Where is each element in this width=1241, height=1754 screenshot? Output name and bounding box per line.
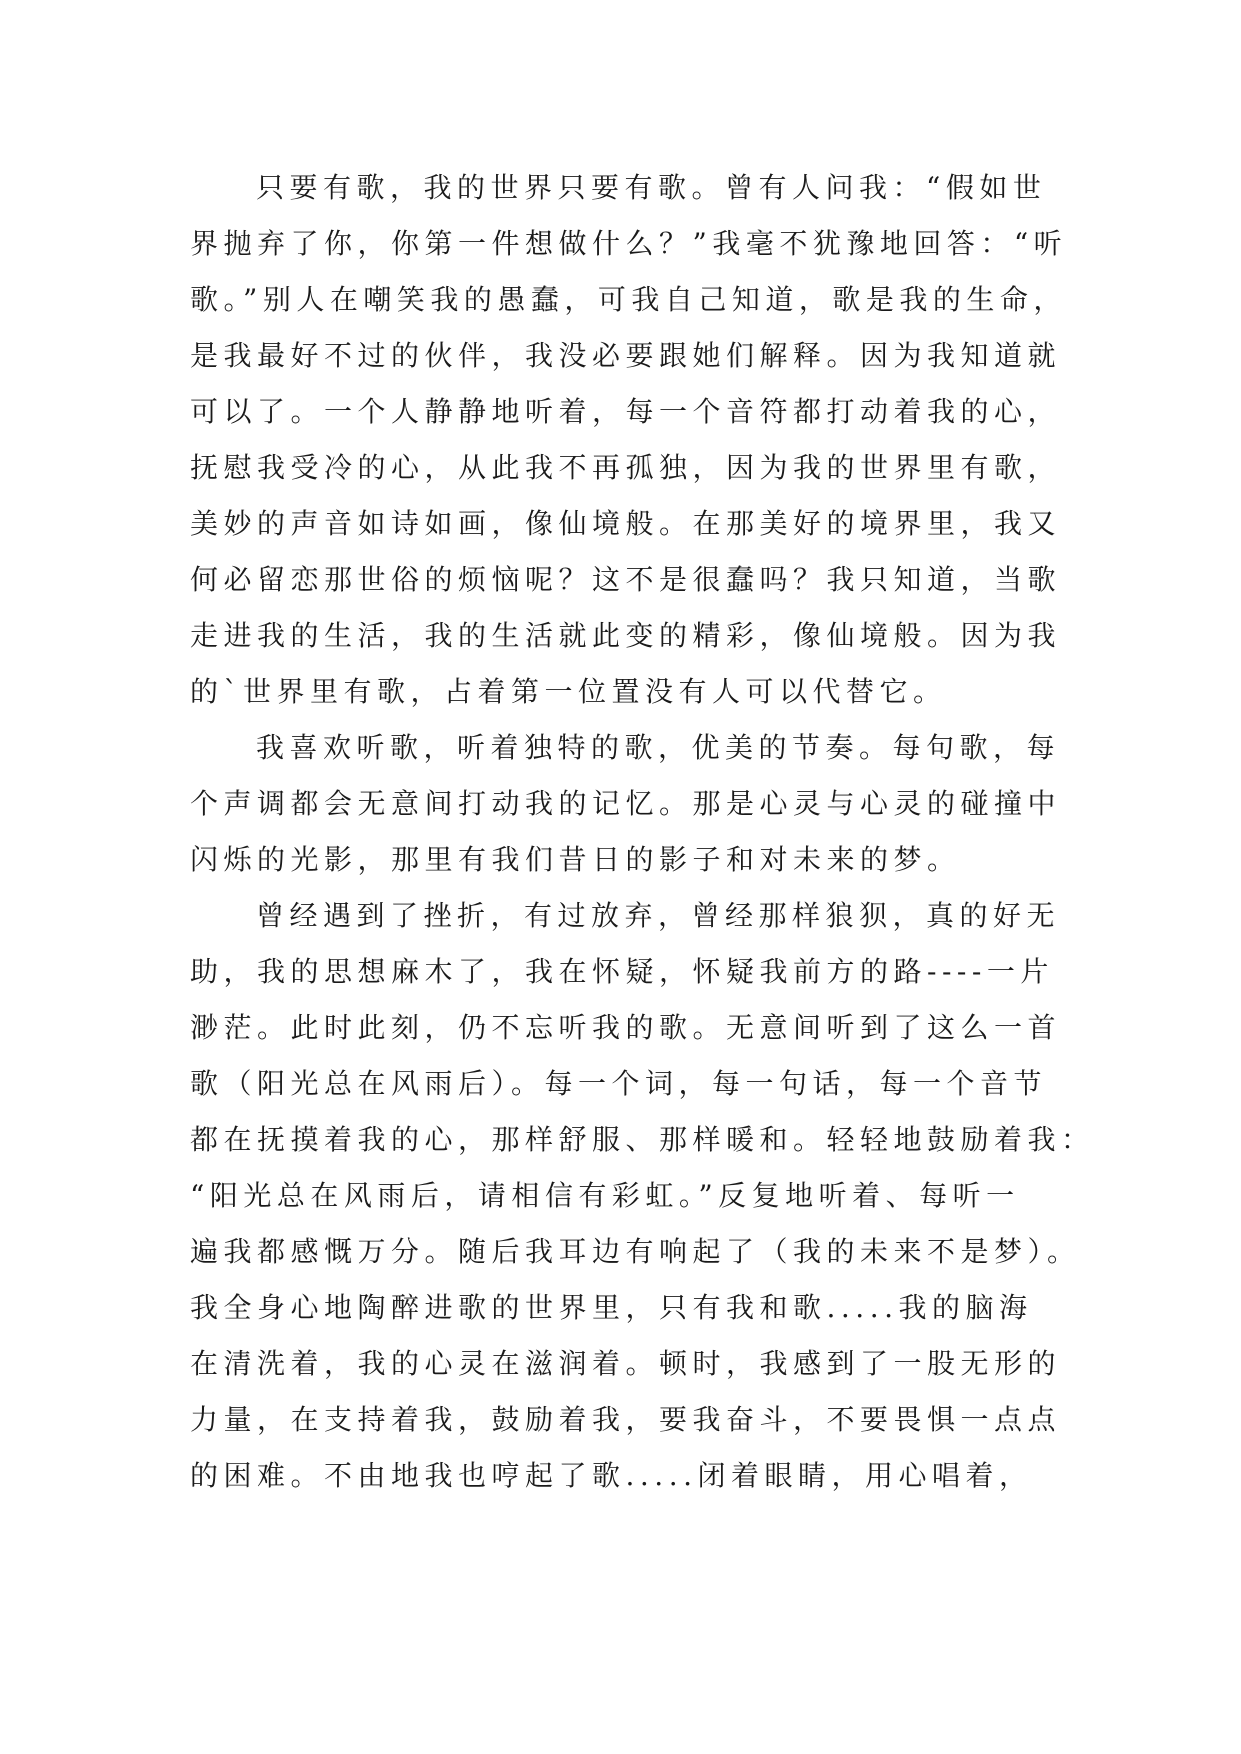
text-line: 走进我的生活，我的生活就此变的精彩，像仙境般。因为我 <box>190 619 1062 652</box>
text-line: 在清洗着，我的心灵在滋润着。顿时，我感到了一股无形的 <box>190 1347 1062 1380</box>
text-line: 遍我都感慨万分。随后我耳边有响起了（我的未来不是梦）。 <box>190 1235 1081 1268</box>
text-line: 歌（阳光总在风雨后）。每一个词，每一句话，每一个音节 <box>190 1067 1048 1100</box>
paragraph-2 <box>190 720 1070 888</box>
text-line: 只要有歌，我的世界只要有歌。曾有人问我：“假如世 <box>256 171 1047 204</box>
text-line: 界抛弃了你，你第一件想做什么？”我毫不犹豫地回答：“听 <box>190 227 1068 260</box>
paragraph-3 <box>190 888 1095 1504</box>
text-line: “阳光总在风雨后，请相信有彩虹。”反复地听着、每听一 <box>190 1179 1020 1212</box>
text-line: 美妙的声音如诗如画，像仙境般。在那美好的境界里，我又 <box>190 507 1062 540</box>
text-line: 是我最好不过的伙伴，我没必要跟她们解释。因为我知道就 <box>190 339 1062 372</box>
text-line: 都在抚摸着我的心，那样舒服、那样暖和。轻轻地鼓励着我： <box>190 1123 1095 1156</box>
text-line: 我全身心地陶醉进歌的世界里，只有我和歌.....我的脑海 <box>190 1291 1033 1324</box>
text-line: 力量，在支持着我，鼓励着我，要我奋斗，不要畏惧一点点 <box>190 1403 1062 1436</box>
text-line: 渺茫。此时此刻，仍不忘听我的歌。无意间听到了这么一首 <box>190 1011 1062 1044</box>
text-line: 个声调都会无意间打动我的记忆。那是心灵与心灵的碰撞中 <box>190 787 1062 820</box>
text-line: 闪烁的光影，那里有我们昔日的影子和对未来的梦。 <box>190 843 961 876</box>
text-line: 曾经遇到了挫折，有过放弃，曾经那样狼狈，真的好无 <box>256 899 1061 932</box>
paragraph-1 <box>190 160 1070 720</box>
document-body <box>190 160 1095 1504</box>
text-line: 何必留恋那世俗的烦恼呢？这不是很蠢吗？我只知道，当歌 <box>190 563 1062 596</box>
text-line: 歌。”别人在嘲笑我的愚蠢，可我自己知道，歌是我的生命， <box>190 283 1067 316</box>
text-line: 可以了。一个人静静地听着，每一个音符都打动着我的心， <box>190 395 1062 428</box>
text-line: 我喜欢听歌，听着独特的歌，优美的节奏。每句歌，每 <box>256 731 1061 764</box>
text-line: 助，我的思想麻木了，我在怀疑，怀疑我前方的路----一片 <box>190 955 1054 988</box>
text-line: 抚慰我受冷的心，从此我不再孤独，因为我的世界里有歌， <box>190 451 1062 484</box>
text-line: 的困难。不由地我也哼起了歌.....闭着眼睛，用心唱着， <box>190 1459 1033 1492</box>
text-line: 的`世界里有歌，占着第一位置没有人可以代替它。 <box>190 675 947 708</box>
